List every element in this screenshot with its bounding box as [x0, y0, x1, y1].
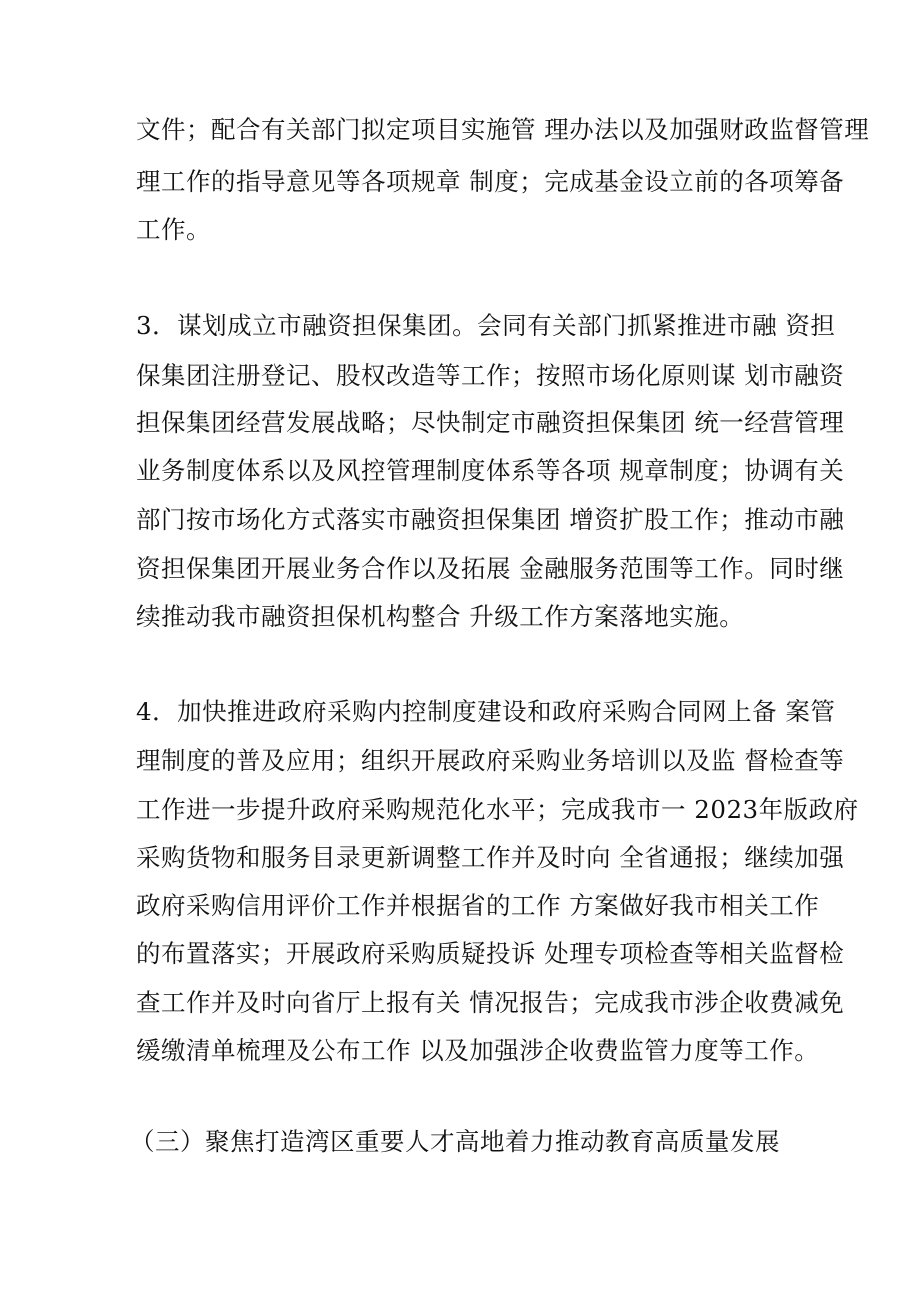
text-line: 理工作的指导意见等各项规章 制度；完成基金设立前的各项筹备 — [136, 167, 845, 196]
text-line: 部门按市场化方式落实市融资担保集团 增资扩股工作；推动市融 — [136, 505, 845, 534]
text-line: 政府采购信用评价工作并根据省的工作 方案做好我市相关工作 — [136, 891, 820, 920]
text-line: 的布置落实；开展政府采购质疑投诉 处理专项检查等相关监督检 — [136, 939, 845, 968]
text-line: 3．谋划成立市融资担保集团。会同有关部门抓紧推进市融 资担 — [136, 311, 836, 340]
text-line: 资担保集团开展业务合作以及拓展 金融服务范围等工作。同时继 — [136, 554, 845, 583]
text-line: 业务制度体系以及风控管理制度体系等各项 规章制度；协调有关 — [136, 456, 845, 485]
section-heading: （三）聚焦打造湾区重要人才高地着力推动教育高质量发展 — [130, 1127, 780, 1156]
text-line: 缓缴清单梳理及公布工作 以及加强涉企收费监管力度等工作。 — [136, 1036, 820, 1065]
text-line: 文件；配合有关部门拟定项目实施管 理办法以及加强财政监督管理 — [136, 115, 870, 144]
text-line: 理制度的普及应用；组织开展政府采购业务培训以及监 督检查等 — [136, 746, 845, 775]
text-line: 担保集团经营发展战略；尽快制定市融资担保集团 统一经营管理 — [136, 408, 845, 437]
text-line: 查工作并及时向省厅上报有关 情况报告；完成我市涉企收费减免 — [136, 988, 845, 1017]
text-line: 续推动我市融资担保机构整合 升级工作方案落地实施。 — [136, 602, 745, 631]
text-line: 工作。 — [136, 215, 211, 244]
text-line: 工作进一步提升政府采购规范化水平；完成我市一 2023年版政府 — [136, 795, 859, 824]
text-line: 4．加快推进政府采购内控制度建设和政府采购合同网上备 案管 — [136, 697, 836, 726]
text-line: 采购货物和服务目录更新调整工作并及时向 全省通报；继续加强 — [136, 843, 845, 872]
text-line: 保集团注册登记、股权改造等工作；按照市场化原则谋 划市融资 — [136, 361, 845, 390]
